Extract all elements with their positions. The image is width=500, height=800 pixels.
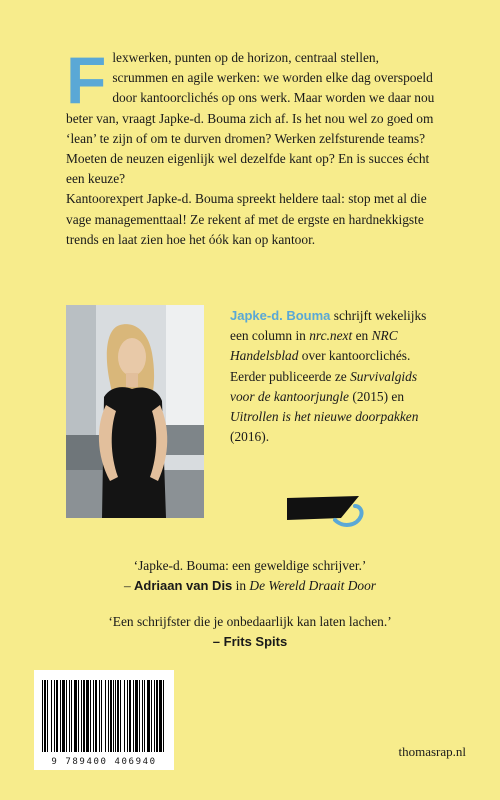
barcode-bar bbox=[54, 680, 55, 752]
barcode-bar bbox=[66, 680, 67, 752]
barcode-bar bbox=[113, 680, 114, 752]
barcode-bar bbox=[83, 680, 85, 752]
barcode-bar bbox=[56, 680, 58, 752]
barcode-bar bbox=[99, 680, 100, 752]
author-photo-illustration bbox=[66, 305, 204, 518]
barcode-bar bbox=[133, 680, 134, 752]
quote-2: ‘Een schrijfster die je onbedaarlijk kan laten lachen.’ – Frits Spits bbox=[0, 612, 500, 652]
barcode-bar bbox=[71, 680, 72, 752]
barcode-bar bbox=[95, 680, 97, 752]
drop-cap: F bbox=[66, 43, 107, 117]
barcode-bar bbox=[93, 680, 94, 752]
barcode-bar bbox=[51, 680, 52, 752]
barcode-bar bbox=[156, 680, 158, 752]
quote-2-text: ‘Een schrijfster die je onbedaarlijk kan laten lachen.’ bbox=[108, 614, 392, 629]
quote-1-text: ‘Japke-d. Bouma: een geweldige schrijver.’ bbox=[133, 558, 367, 573]
barcode-bar bbox=[144, 680, 145, 752]
publication-nrc-handelsblad: NRC Handelsblad bbox=[230, 328, 398, 364]
barcode-bar bbox=[42, 680, 43, 752]
barcode-bar bbox=[129, 680, 131, 752]
publisher-logo-icon bbox=[285, 488, 369, 528]
barcode bbox=[34, 670, 174, 770]
barcode-bar bbox=[117, 680, 119, 752]
publication-nrc-next: nrc.next bbox=[309, 328, 353, 344]
barcode-bar bbox=[62, 680, 65, 752]
barcode-bar bbox=[147, 680, 150, 752]
author-bio: Japke-d. Bouma schrijft wekelijks een column in nrc.next en NRC Handelsblad over kantoorclichés. Eerder publiceerde ze Survivalgids voor de kantoorjungle (2015) en Uitrollen is het nieuwe doorpakken (2016). bbox=[230, 308, 427, 445]
barcode-bar bbox=[139, 680, 140, 752]
book-title-2: Uitrollen is het nieuwe doorpakken bbox=[230, 409, 419, 425]
barcode-bar bbox=[47, 680, 48, 752]
barcode-bar bbox=[127, 680, 128, 752]
barcode-bar bbox=[135, 680, 138, 752]
barcode-bar bbox=[142, 680, 143, 752]
barcode-bar bbox=[110, 680, 112, 752]
barcode-bar bbox=[120, 680, 121, 752]
intro-paragraph-2: Kantoorexpert Japke-d. Bouma spreekt heldere taal: stop met al die vage managementtaal! Ze rekent af met de ergste en hardnekkigste trends en laat zien hoe het óók kan op kantoor. bbox=[66, 191, 427, 247]
barcode-bar bbox=[74, 680, 77, 752]
barcode-bar bbox=[44, 680, 46, 752]
barcode-bar bbox=[151, 680, 152, 752]
quote-1: ‘Japke-d. Bouma: een geweldige schrijver.’ – Adriaan van Dis in De Wereld Draait Door bbox=[0, 556, 500, 596]
intro-paragraph-1: lexwerken, punten op de horizon, centraal stellen, scrummen en agile werken: we worden elke dag overspoeld door kantoorclichés op ons werk. Maar worden we daar nou beter van, vraagt Japke-d. Bouma zich af. Is het nou wel zo goed om ‘lean’ te zijn of om te durven dromen? Werken zelfsturende teams? Moeten de neuzen eigenlijk wel dezelfde kant op? En is succes écht een keuze? bbox=[66, 50, 435, 187]
barcode-bars bbox=[42, 680, 166, 752]
barcode-bar bbox=[105, 680, 106, 752]
barcode-bar bbox=[124, 680, 125, 752]
barcode-bar bbox=[86, 680, 89, 752]
barcode-bar bbox=[101, 680, 102, 752]
barcode-bar bbox=[90, 680, 91, 752]
intro-text bbox=[66, 43, 436, 250]
barcode-bar bbox=[108, 680, 109, 752]
barcode-bar bbox=[154, 680, 155, 752]
quote-2-author: Frits Spits bbox=[223, 634, 288, 649]
barcode-bar bbox=[81, 680, 82, 752]
barcode-bar bbox=[69, 680, 70, 752]
author-photo bbox=[66, 305, 204, 518]
barcode-bar bbox=[163, 680, 164, 752]
publisher-url[interactable]: thomasrap.nl bbox=[398, 744, 466, 759]
barcode-number: 9 789400 406940 bbox=[51, 757, 157, 767]
barcode-bar bbox=[159, 680, 162, 752]
barcode-bar bbox=[115, 680, 116, 752]
author-name: Japke-d. Bouma bbox=[230, 308, 331, 323]
book-title-1: Survivalgids voor de kantoorjungle bbox=[230, 368, 418, 404]
barcode-bar bbox=[60, 680, 61, 752]
quote-1-author: Adriaan van Dis bbox=[134, 578, 233, 593]
barcode-bar bbox=[78, 680, 79, 752]
quote-1-source: De Wereld Draait Door bbox=[249, 578, 377, 593]
